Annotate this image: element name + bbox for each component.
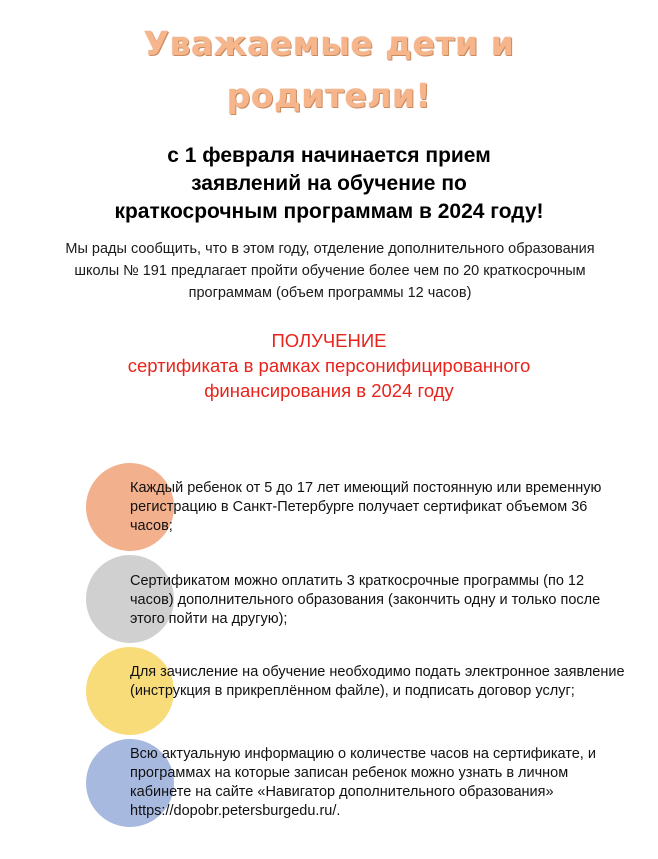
certificate-line-2: сертификата в рамках персонифицированного (127, 355, 531, 376)
list-item: Сертификатом можно оплатить 3 краткосрочные программы (по 12 часов) дополнительного образования (закончить одну и только после этого пойти на другую); (130, 573, 601, 627)
page-title (0, 18, 658, 122)
list-item: Всю актуальную информацию о количестве часов на сертификате, и программах на которые записан ребенок можно узнать в личном кабинете на сайте «Навигатор дополнительного образования» https://dopobr.petersburgedu.ru/. (130, 746, 596, 819)
headline-line-2: заявлений на обучение по (191, 172, 467, 195)
list-item: Для зачисление на обучение необходимо подать электронное заявление (инструкция в прикреплённом файле), и подписать договор услуг; (130, 664, 625, 699)
list-item: Каждый ребенок от 5 до 17 лет имеющий постоянную или временную регистрацию в Санкт-Петербурге получает сертификат объемом 36 часов; (130, 480, 602, 534)
headline-line-3: краткосрочным программам в 2024 году! (114, 200, 544, 223)
headline (0, 142, 658, 226)
title-line-2: родители! (226, 76, 432, 115)
certificate-heading (0, 328, 658, 403)
headline-line-1: с 1 февраля начинается прием (167, 144, 491, 167)
intro-paragraph: Мы рады сообщить, что в этом году, отделение дополнительного образования школы № 191 предлагает пройти обучение более чем по 20 краткосрочным программам (объем программы 12 часов) (65, 241, 595, 301)
title-line-1: Уважаемые дети и (143, 24, 515, 63)
certificate-line-1: ПОЛУЧЕНИЕ (271, 330, 387, 351)
certificate-line-3: финансирования в 2024 году (204, 380, 454, 401)
